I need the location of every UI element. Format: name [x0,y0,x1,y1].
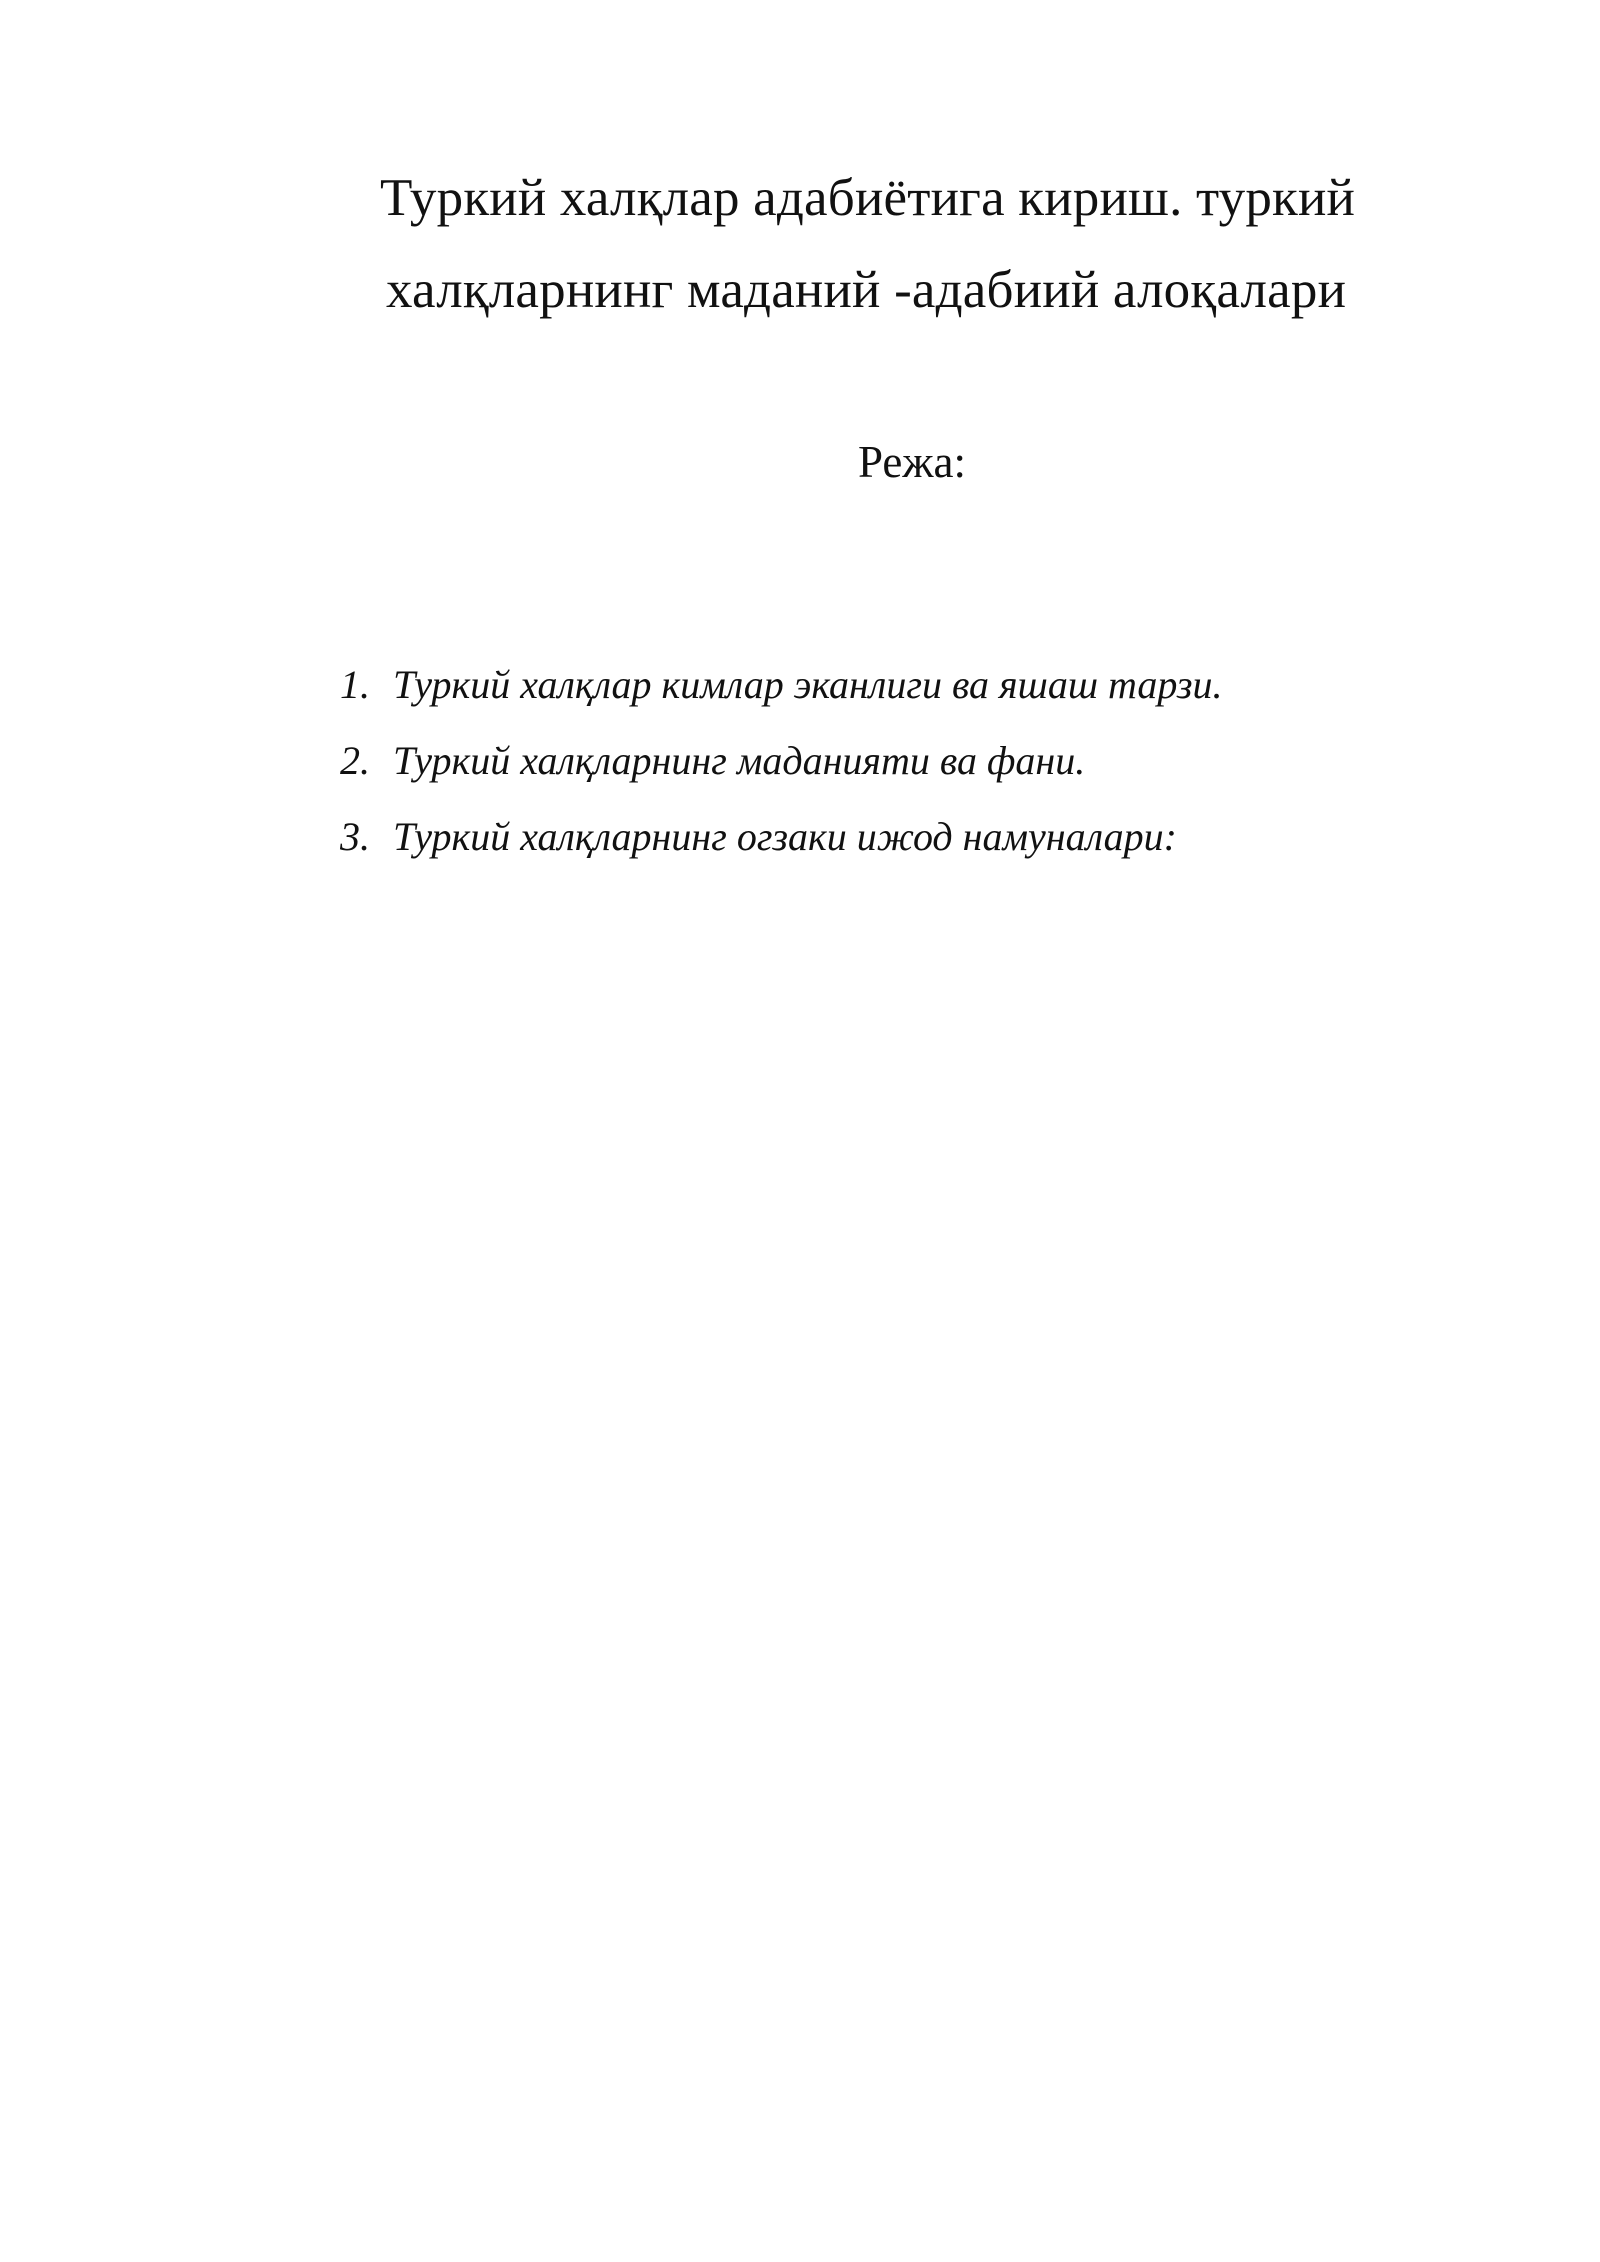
plan-item-text: Туркий халқлар кимлар эканлиги ва яшаш тарзи. [393,662,1223,707]
plan-item-text: Туркий халқларнинг огзаки ижод намуналари: [393,814,1177,859]
plan-list-item [340,731,1222,807]
plan-item-number: 3. [340,814,370,859]
document-title-line-2: халқларнинг маданий -адабиий алоқалари [386,261,1347,319]
plan-item-text: Туркий халқларнинг маданияти ва фани. [393,738,1086,783]
plan-list-item [340,807,1222,883]
plan-item-number: 1. [340,662,370,707]
plan-heading: Режа: [858,437,966,487]
plan-item-number: 2. [340,738,370,783]
plan-list [340,655,1222,883]
document-title [380,152,1500,336]
plan-list-item [340,655,1222,731]
document-title-line-1: Туркий халқлар адабиётига кириш. туркий [380,169,1356,227]
